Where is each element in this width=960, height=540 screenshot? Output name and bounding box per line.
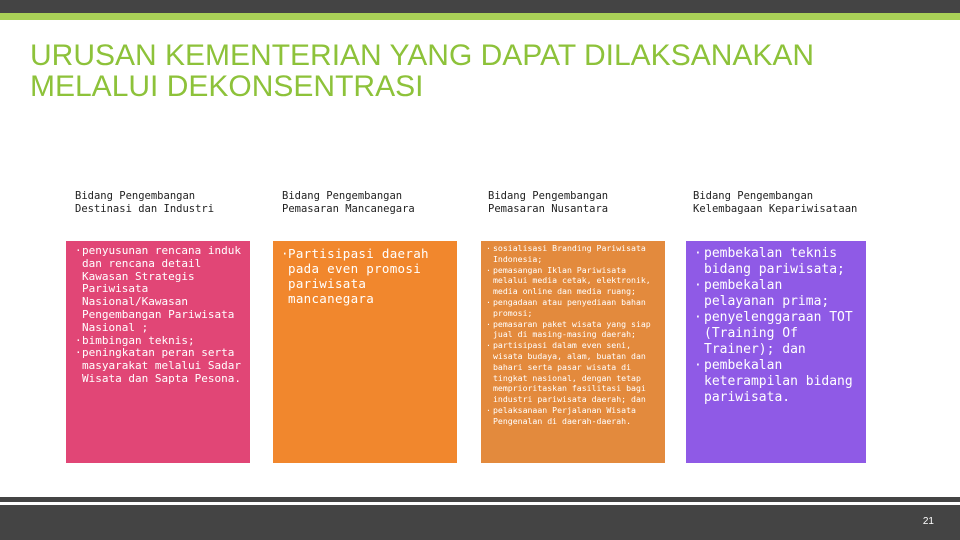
slide-title: URUSAN KEMENTERIAN YANG DAPAT DILAKSANAKAN MELALUI DEKONSENTRASI: [30, 39, 815, 103]
box-mancanegara: [273, 241, 457, 463]
list-item: · pengadaan atau penyediaan bahan promosi;: [484, 297, 661, 319]
list-item: · pembekalan teknis bidang pariwisata;: [692, 246, 860, 278]
list-item: · penyusunan rencana induk dan rencana detail Kawasan Strategis Pariwisata Nasional/Kawasan Pengembangan Pariwisata Nasional ;: [73, 245, 244, 335]
column-heading-kelembagaan: Bidang Pengembangan Kelembagaan Kepariwisataan: [693, 190, 858, 215]
bottom-footer-bar: [0, 505, 960, 540]
top-accent-bar: [0, 13, 960, 20]
page-number: 21: [922, 516, 934, 527]
list-item: · bimbingan teknis;: [73, 335, 244, 348]
box-kelembagaan: [686, 241, 866, 463]
list-item: · partisipasi dalam even seni, wisata budaya, alam, buatan dan bahari serta pasar wisata di tingkat nasional, dengan tetap memprioritaskan fasilitasi bagi industri pariwisata daerah; dan: [484, 340, 661, 405]
column-heading-mancanegara: Bidang Pengembangan Pemasaran Mancanegara: [282, 190, 415, 215]
top-dark-bar: [0, 0, 960, 13]
list-item: · Partisipasi daerah pada even promosi pariwisata mancanegara: [279, 246, 451, 306]
list-item: · pemasangan Iklan Pariwisata melalui media cetak, elektronik, media online dan media ruang;: [484, 265, 661, 297]
list-item: · pemasaran paket wisata yang siap jual di masing-masing daerah;: [484, 319, 661, 341]
bullet-list: [279, 246, 451, 306]
bottom-divider-line: [0, 497, 960, 502]
list-item: · pembekalan keterampilan bidang pariwisata.: [692, 358, 860, 406]
list-item: · pembekalan pelayanan prima;: [692, 278, 860, 310]
bullet-list: [484, 243, 661, 427]
list-item: · penyelenggaraan TOT (Training Of Trainer); dan: [692, 310, 860, 358]
box-nusantara: [481, 241, 665, 463]
bullet-list: [73, 245, 244, 386]
bullet-list: [692, 246, 860, 406]
column-heading-nusantara: Bidang Pengembangan Pemasaran Nusantara: [488, 190, 609, 215]
box-destinasi: [66, 241, 250, 463]
list-item: · sosialisasi Branding Pariwisata Indonesia;: [484, 243, 661, 265]
list-item: · peningkatan peran serta masyarakat melalui Sadar Wisata dan Sapta Pesona.: [73, 347, 244, 385]
column-heading-destinasi: Bidang Pengembangan Destinasi dan Industri: [75, 190, 215, 215]
list-item: · pelaksanaan Perjalanan Wisata Pengenalan di daerah-daerah.: [484, 405, 661, 427]
